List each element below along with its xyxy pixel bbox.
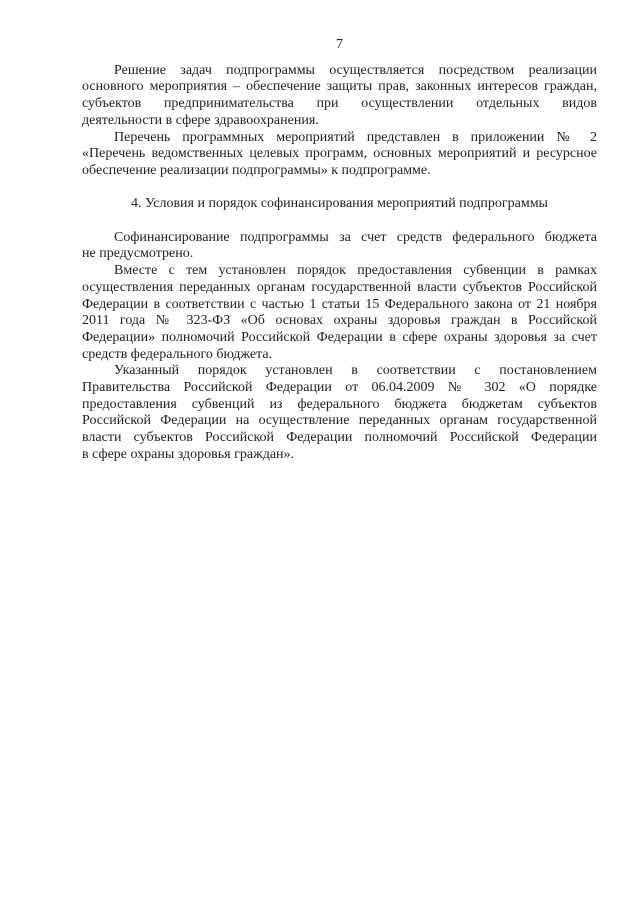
text-line: Решение задач подпрограммы осуществляется посредством реализации: [114, 62, 597, 78]
paragraph-cofinancing: [82, 230, 597, 263]
text-line: Перечень программных мероприятий представлен в приложении № 2: [114, 129, 597, 145]
text-line: Федерации в соответствии с частью 1 статьи 15 Федерального закона от 21 ноября: [82, 296, 597, 312]
text-line: 2011 года № 323-ФЗ «Об основах охраны здоровья граждан в Российской: [82, 313, 597, 329]
text-line: основного мероприятия – обеспечение защиты прав, законных интересов граждан,: [82, 79, 597, 95]
text-line: средств федерального бюджета.: [82, 346, 273, 362]
paragraph-government-resolution: [82, 363, 597, 463]
text-line: «Перечень ведомственных целевых программ, основных мероприятий и ресурсное: [82, 146, 597, 162]
text-line: Вместе с тем установлен порядок предоставления субвенции в рамках: [114, 263, 597, 279]
text-line: в сфере охраны здоровья граждан».: [82, 446, 295, 462]
text-line: Российской Федерации на осуществление переданных органам государственной: [82, 413, 597, 429]
text-line: обеспечение реализации подпрограммы» к подпрограмме.: [82, 162, 431, 178]
section-heading: 4. Условия и порядок софинансирования мероприятий подпрограммы: [131, 196, 548, 212]
text-line: предоставления субвенций из федерального бюджета бюджетам субъектов: [82, 396, 597, 412]
text-line: власти субъектов Российской Федерации полномочий Российской Федерации: [82, 430, 597, 446]
text-line: осуществления переданных органам государственной власти субъектов Российской: [82, 279, 597, 295]
paragraph-program-measures-list: [82, 130, 597, 180]
text-line: Федерации» полномочий Российской Федерации в сфере охраны здоровья за счет: [82, 329, 597, 345]
page-number: 7: [336, 37, 343, 52]
text-line: Софинансирование подпрограммы за счет средств федерального бюджета: [114, 229, 597, 245]
text-line: не предусмотрено.: [82, 246, 194, 262]
text-line: деятельности в сфере здравоохранения.: [82, 112, 319, 128]
text-line: Указанный порядок установлен в соответствии с постановлением: [114, 363, 597, 379]
paragraph-solution-of-tasks: [82, 63, 597, 130]
paragraph-subvention-procedure: [82, 263, 597, 363]
text-line: Правительства Российской Федерации от 06.04.2009 № 302 «О порядке: [82, 380, 597, 396]
text-line: субъектов предпринимательства при осуществлении отдельных видов: [82, 96, 597, 112]
